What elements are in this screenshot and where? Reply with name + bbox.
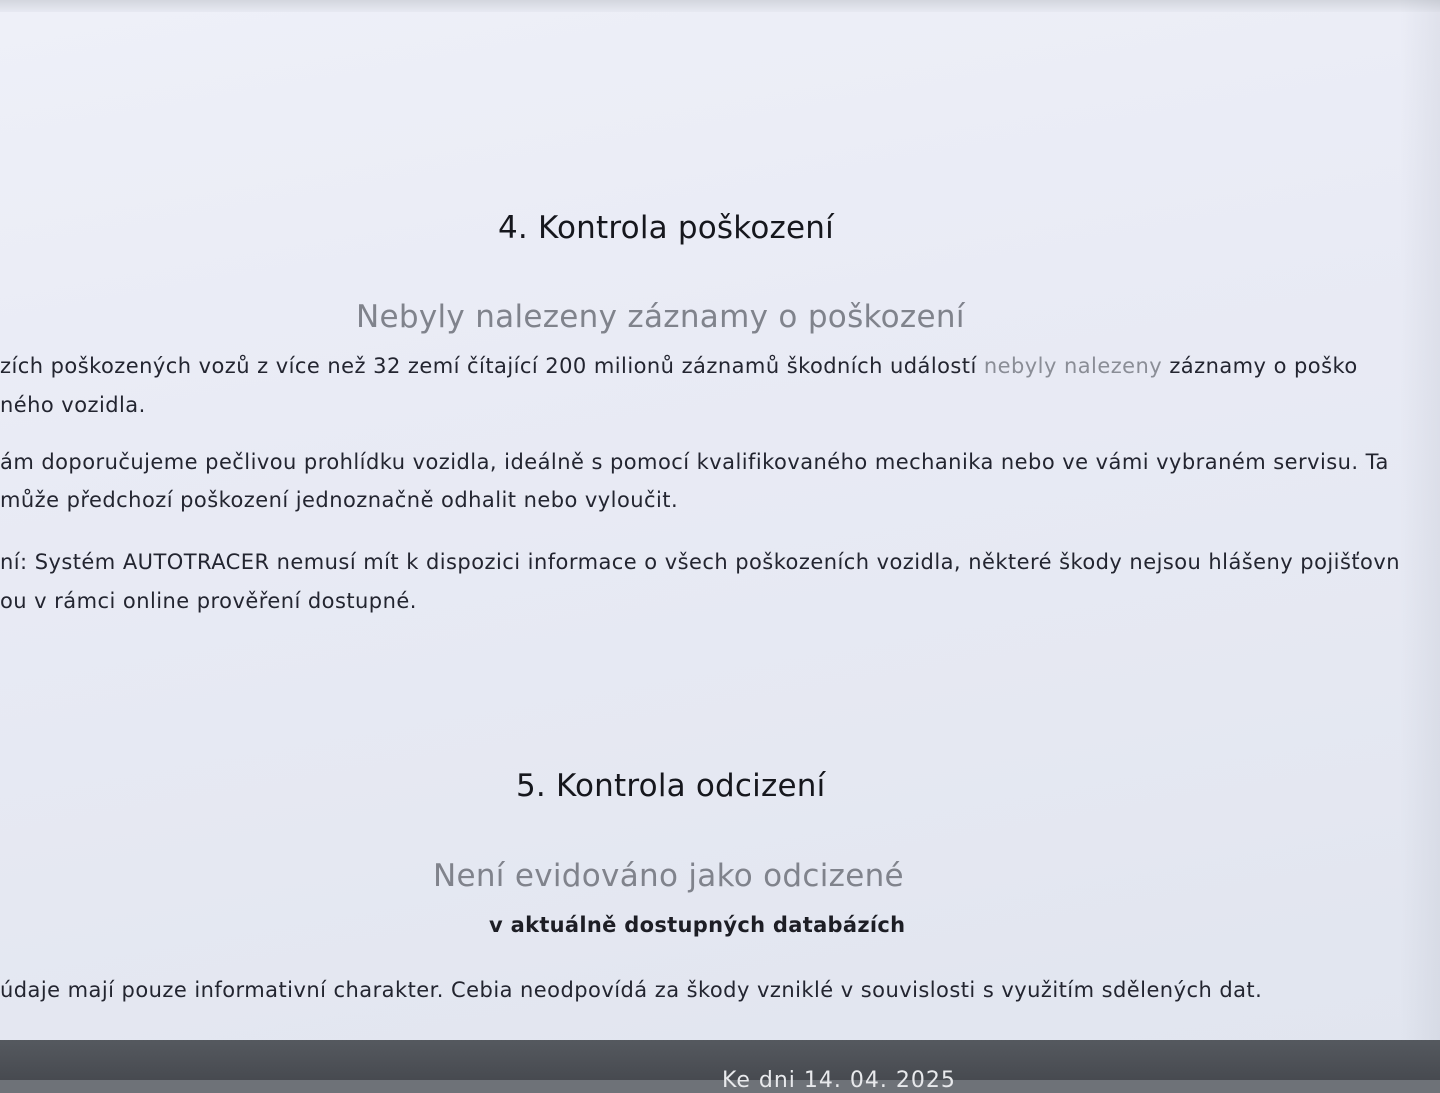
section-5-heading: 5. Kontrola odcizení xyxy=(516,768,826,804)
section-4-note-line-1: ní: Systém AUTOTRACER nemusí mít k dispozici informace o všech poškozeních vozidla, některé škody nejsou hlášeny pojišťovn xyxy=(0,550,1400,574)
section-5-status: Není evidováno jako odcizené xyxy=(433,858,904,894)
section-4-paragraph-1-line-2: ného vozidla. xyxy=(0,393,146,417)
disclaimer-text: údaje mají pouze informativní charakter. Cebia neodpovídá za škody vzniklé v souvislosti s využitím sdělených dat. xyxy=(0,978,1263,1002)
footer-bar xyxy=(0,1040,1440,1093)
section-4-paragraph-2-line-2: může předchozí poškození jednoznačně odhalit nebo vyloučit. xyxy=(0,488,679,512)
highlight-not-found: nebyly nalezeny xyxy=(983,354,1163,378)
section-5-subline: v aktuálně dostupných databázích xyxy=(489,913,906,937)
paper-shadow xyxy=(1400,0,1440,1046)
text-segment: záznamy o poško xyxy=(1162,354,1358,378)
section-4-note-line-2: ou v rámci online prověření dostupné. xyxy=(0,589,417,613)
footer-date: Ke dni 14. 04. 2025 xyxy=(722,1068,956,1093)
section-4-heading: 4. Kontrola poškození xyxy=(498,210,834,246)
section-4-status: Nebyly nalezeny záznamy o poškození xyxy=(356,299,965,335)
section-4-paragraph-2-line-1: ám doporučujeme pečlivou prohlídku vozidla, ideálně s pomocí kvalifikovaného mechanika nebo ve vámi vybraném servisu. Ta xyxy=(0,450,1389,474)
paper-top-edge xyxy=(0,0,1440,12)
section-4-paragraph-1-line-1 xyxy=(0,354,1358,378)
text-segment: zích poškozených vozů z více než 32 zemí čítající 200 milionů záznamů škodních událostí xyxy=(0,354,984,378)
